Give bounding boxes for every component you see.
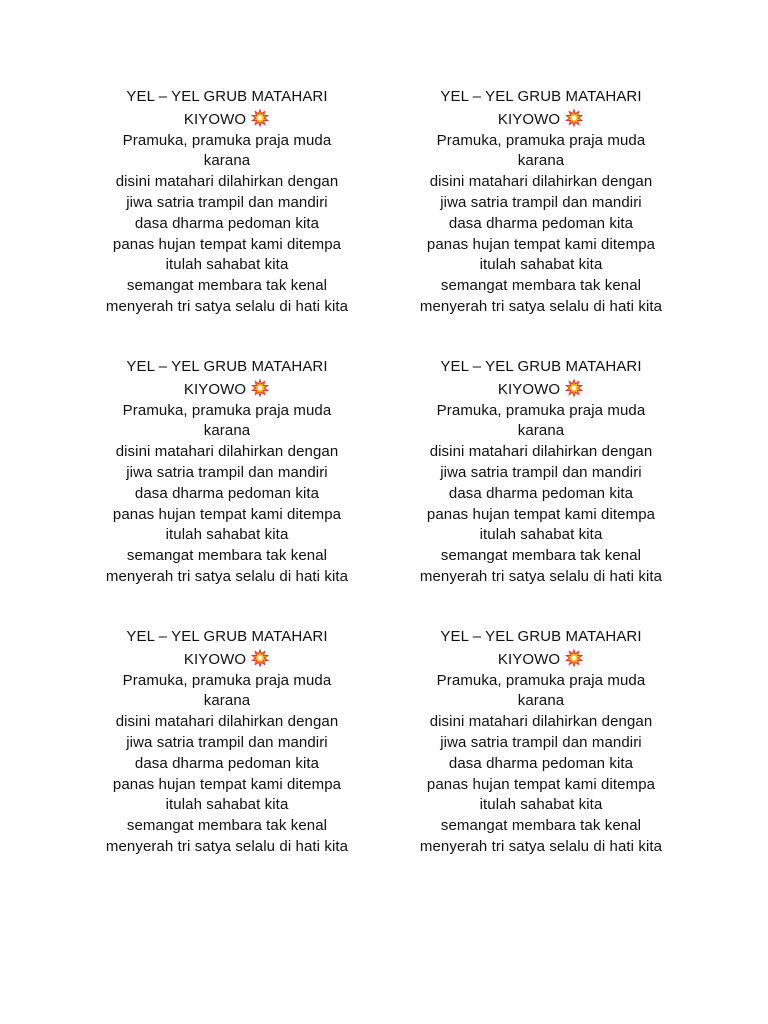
lyric-line: Pramuka, pramuka praja muda <box>122 671 332 689</box>
lyric-line: dasa dharma pedoman kita <box>134 754 320 772</box>
yel-block <box>391 357 691 588</box>
lyric-line: Pramuka, pramuka praja muda <box>122 131 332 149</box>
lyric-line: panas hujan tempat kami ditempa <box>112 235 342 253</box>
collision-burst-icon <box>564 378 584 398</box>
lyric-line: jiwa satria trampil dan mandiri <box>126 463 328 481</box>
name-line <box>77 648 377 671</box>
lyric-line: Pramuka, pramuka praja muda <box>436 671 646 689</box>
lyric-line: disini matahari dilahirkan dengan <box>429 713 653 731</box>
lyric-line: disini matahari dilahirkan dengan <box>429 443 653 461</box>
name-line-text: KIYOWO <box>183 110 247 128</box>
lyric-line: Pramuka, pramuka praja muda <box>436 401 646 419</box>
lyric-line: panas hujan tempat kami ditempa <box>112 775 342 793</box>
lyric-line: karana <box>203 422 251 440</box>
lyric-line: disini matahari dilahirkan dengan <box>115 713 339 731</box>
lyric-line: semangat membara tak kenal <box>126 547 328 565</box>
lyric-line: dasa dharma pedoman kita <box>448 214 634 232</box>
collision-burst-icon <box>250 648 270 668</box>
lyric-line: panas hujan tempat kami ditempa <box>426 505 656 523</box>
name-line <box>77 378 377 401</box>
lyric-line: disini matahari dilahirkan dengan <box>429 173 653 191</box>
lyric-line: Pramuka, pramuka praja muda <box>122 401 332 419</box>
name-line <box>77 108 377 131</box>
lyric-line: jiwa satria trampil dan mandiri <box>126 733 328 751</box>
lyric-line: menyerah tri satya selalu di hati kita <box>419 567 663 585</box>
lyric-line: panas hujan tempat kami ditempa <box>112 505 342 523</box>
lyric-line: semangat membara tak kenal <box>126 277 328 295</box>
lyric-line: dasa dharma pedoman kita <box>448 754 634 772</box>
lyric-line: itulah sahabat kita <box>165 796 289 814</box>
lyric-line: panas hujan tempat kami ditempa <box>426 235 656 253</box>
lyric-line: disini matahari dilahirkan dengan <box>115 443 339 461</box>
block-title: YEL – YEL GRUB MATAHARI <box>440 628 642 645</box>
lyric-line: jiwa satria trampil dan mandiri <box>440 193 642 211</box>
block-title: YEL – YEL GRUB MATAHARI <box>126 358 328 375</box>
collision-burst-icon <box>564 108 584 128</box>
lyric-line: karana <box>517 152 565 170</box>
lyric-line: menyerah tri satya selalu di hati kita <box>105 837 349 855</box>
collision-burst-icon <box>564 648 584 668</box>
lyric-line: menyerah tri satya selalu di hati kita <box>419 297 663 315</box>
block-title: YEL – YEL GRUB MATAHARI <box>126 88 328 105</box>
lyric-line: itulah sahabat kita <box>479 256 603 274</box>
block-title: YEL – YEL GRUB MATAHARI <box>440 88 642 105</box>
lyric-line: karana <box>517 422 565 440</box>
name-line-text: KIYOWO <box>497 650 561 668</box>
lyric-line: dasa dharma pedoman kita <box>134 214 320 232</box>
block-title: YEL – YEL GRUB MATAHARI <box>126 628 328 645</box>
lyric-line: jiwa satria trampil dan mandiri <box>126 193 328 211</box>
lyric-line: itulah sahabat kita <box>165 256 289 274</box>
collision-burst-icon <box>250 108 270 128</box>
name-line <box>391 648 691 671</box>
lyric-line: panas hujan tempat kami ditempa <box>426 775 656 793</box>
lyric-line: semangat membara tak kenal <box>440 547 642 565</box>
lyric-line: itulah sahabat kita <box>479 526 603 544</box>
name-line <box>391 108 691 131</box>
yel-block <box>77 357 377 588</box>
lyric-line: jiwa satria trampil dan mandiri <box>440 463 642 481</box>
lyric-line: disini matahari dilahirkan dengan <box>115 173 339 191</box>
name-line-text: KIYOWO <box>497 380 561 398</box>
name-line-text: KIYOWO <box>183 650 247 668</box>
lyric-line: karana <box>203 152 251 170</box>
name-line-text: KIYOWO <box>183 380 247 398</box>
name-line <box>391 378 691 401</box>
yel-block <box>77 87 377 318</box>
lyric-line: Pramuka, pramuka praja muda <box>436 131 646 149</box>
yel-block <box>391 627 691 858</box>
lyric-line: jiwa satria trampil dan mandiri <box>440 733 642 751</box>
block-title: YEL – YEL GRUB MATAHARI <box>440 358 642 375</box>
lyric-line: karana <box>517 692 565 710</box>
yel-block <box>77 627 377 858</box>
lyric-line: semangat membara tak kenal <box>440 817 642 835</box>
lyric-line: itulah sahabat kita <box>165 526 289 544</box>
lyric-line: dasa dharma pedoman kita <box>448 484 634 502</box>
lyric-line: menyerah tri satya selalu di hati kita <box>105 297 349 315</box>
lyric-line: menyerah tri satya selalu di hati kita <box>105 567 349 585</box>
collision-burst-icon <box>250 378 270 398</box>
name-line-text: KIYOWO <box>497 110 561 128</box>
yel-block <box>391 87 691 318</box>
lyric-line: semangat membara tak kenal <box>440 277 642 295</box>
lyric-line: itulah sahabat kita <box>479 796 603 814</box>
lyric-line: menyerah tri satya selalu di hati kita <box>419 837 663 855</box>
lyric-line: dasa dharma pedoman kita <box>134 484 320 502</box>
lyric-line: semangat membara tak kenal <box>126 817 328 835</box>
lyric-line: karana <box>203 692 251 710</box>
